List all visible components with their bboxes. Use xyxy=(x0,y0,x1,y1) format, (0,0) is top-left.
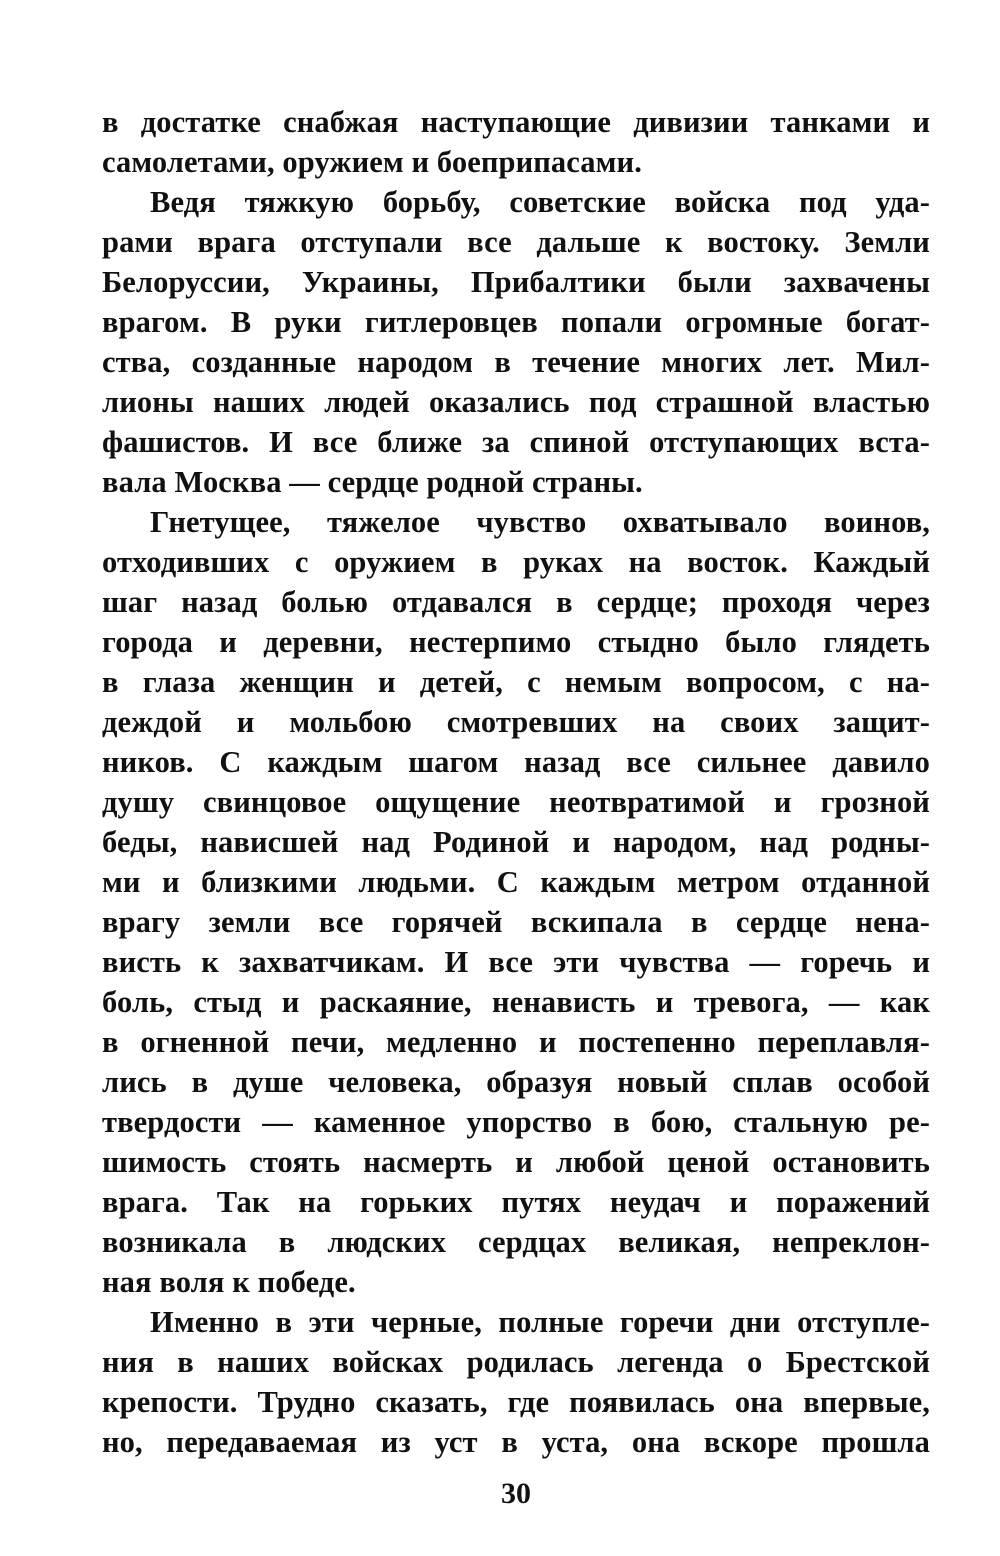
text-line: шаг назад болью отдавался в сердце; проходя через xyxy=(102,585,930,619)
text-line: врагу земли все горячей вскипала в сердце нена- xyxy=(102,905,930,939)
text-line: возникала в людских сердцах великая, непреклон- xyxy=(102,1225,930,1259)
text-line: лись в душе человека, образуя новый сплав особой xyxy=(102,1065,930,1099)
text-line: беды, нависшей над Родиной и народом, над родны- xyxy=(102,825,930,859)
text-line: вала Москва — сердце родной страны. xyxy=(102,465,643,499)
text-line: фашистов. И все ближе за спиной отступающих вста- xyxy=(102,425,930,459)
text-line: шимость стоять насмерть и любой ценой остановить xyxy=(102,1145,930,1179)
text-line: Именно в эти черные, полные горечи дни отступле- xyxy=(150,1305,930,1339)
text-line: города и деревни, нестерпимо стыдно было глядеть xyxy=(102,625,930,659)
text-line: в огненной печи, медленно и постепенно переплавля- xyxy=(102,1025,930,1059)
text-line: в глаза женщин и детей, с немым вопросом, с на- xyxy=(102,665,930,699)
page-number: 30 xyxy=(501,1477,531,1510)
text-line: рами врага отступали все дальше к востоку. Земли xyxy=(102,225,930,259)
text-line: твердости — каменное упорство в бою, стальную ре- xyxy=(102,1105,930,1139)
text-line: врагом. В руки гитлеровцев попали огромные богат- xyxy=(102,305,930,339)
text-line: отходивших с оружием в руках на восток. Каждый xyxy=(102,545,930,579)
text-line: ния в наших войсках родилась легенда о Брестской xyxy=(102,1345,930,1379)
text-line: Гнетущее, тяжелое чувство охватывало воинов, xyxy=(150,505,930,539)
text-line: врага. Так на горьких путях неудач и поражений xyxy=(102,1185,930,1219)
text-line: деждой и мольбою смотревших на своих защит- xyxy=(102,705,930,739)
text-line: в достатке снабжая наступающие дивизии танками и xyxy=(102,105,930,139)
text-line: ников. С каждым шагом назад все сильнее давило xyxy=(102,745,930,779)
text-line: лионы наших людей оказались под страшной властью xyxy=(102,385,930,419)
text-line: ми и близкими людьми. С каждым метром отданной xyxy=(102,865,930,899)
text-line: Белоруссии, Украины, Прибалтики были захвачены xyxy=(102,265,930,299)
text-line: ства, созданные народом в течение многих лет. Мил- xyxy=(102,345,930,379)
book-page xyxy=(102,102,930,1556)
text-line: крепости. Трудно сказать, где появилась она впервые, xyxy=(102,1385,930,1419)
text-line: висть к захватчикам. И все эти чувства — горечь и xyxy=(102,945,930,979)
text-line: но, передаваемая из уст в уста, она вскоре прошла xyxy=(102,1425,930,1459)
text-line: самолетами, оружием и боеприпасами. xyxy=(102,145,642,179)
text-line: душу свинцовое ощущение неотвратимой и грозной xyxy=(102,785,930,819)
text-line: Ведя тяжкую борьбу, советские войска под уда- xyxy=(150,185,930,219)
text-line: ная воля к победе. xyxy=(102,1265,356,1299)
text-line: боль, стыд и раскаяние, ненависть и тревога, — как xyxy=(102,985,930,1019)
